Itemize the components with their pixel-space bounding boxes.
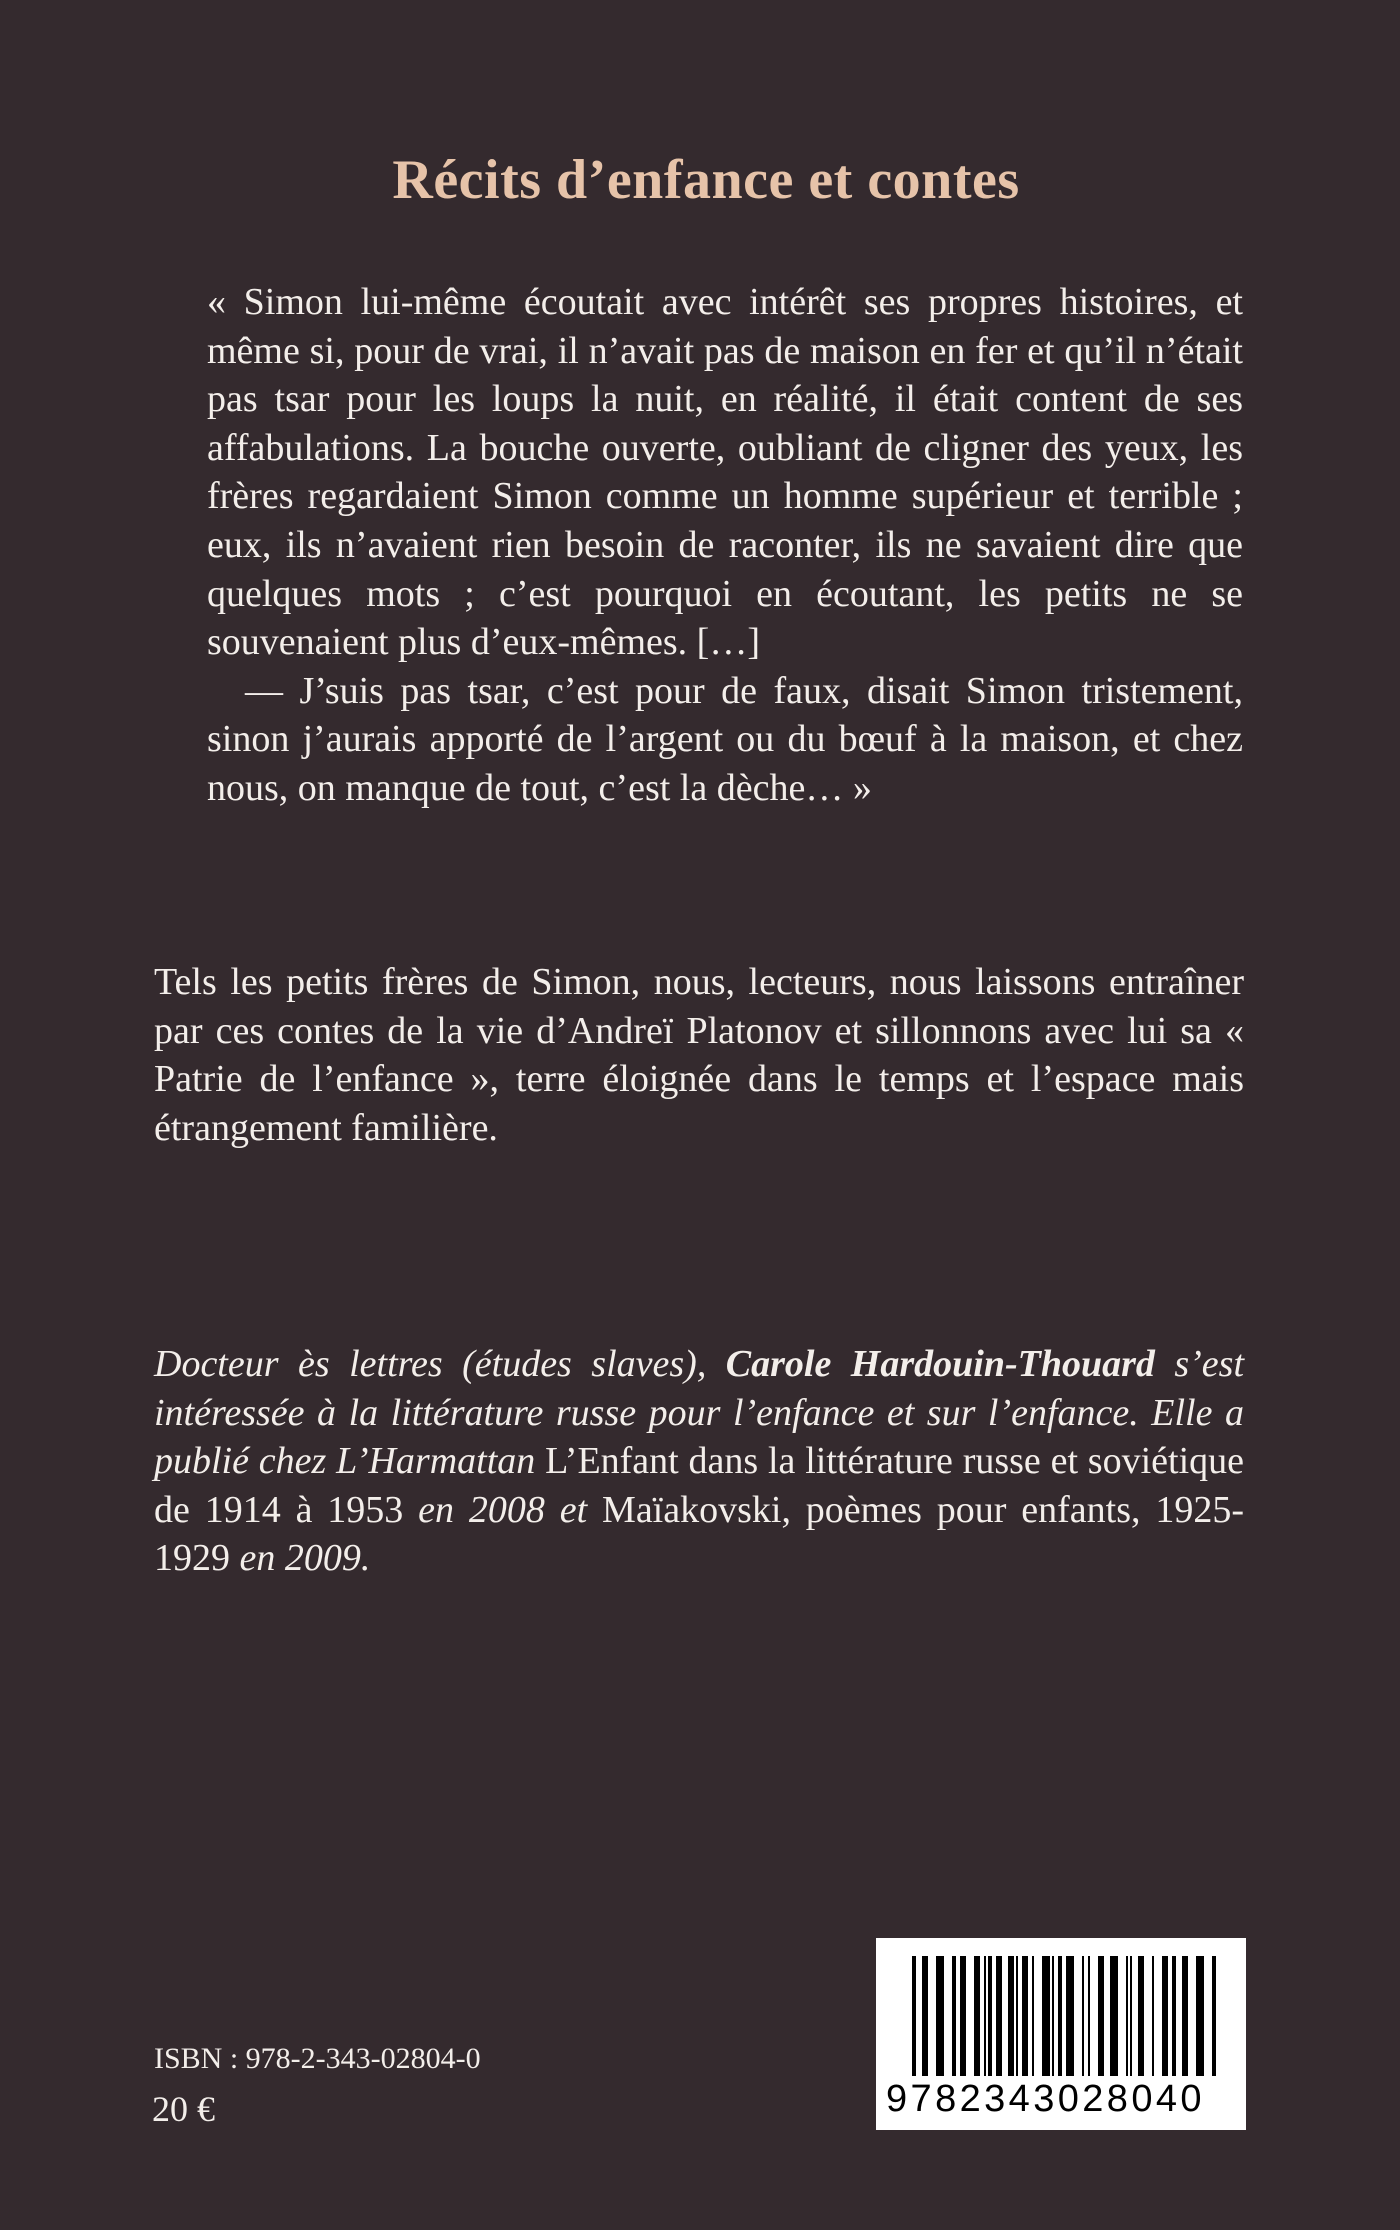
barcode-bar bbox=[1066, 1956, 1074, 2076]
barcode-bar bbox=[1042, 1956, 1050, 2076]
barcode-bar bbox=[1152, 1956, 1154, 2076]
barcode-bar bbox=[1130, 1956, 1132, 2076]
barcode bbox=[876, 1938, 1246, 2130]
bio-text: en 2009. bbox=[230, 1537, 371, 1580]
barcode-bar bbox=[1052, 1956, 1054, 2076]
barcode-bar bbox=[1172, 1956, 1176, 2076]
intro-paragraph: Tels les petits frères de Simon, nous, lecteurs, nous laissons entraîner par ces contes de la vie d’Andreï Platonov et sillonnons avec lui sa « Patrie de l’enfance », terre éloignée dans le temps et l’espace mais étrangement familière. bbox=[154, 961, 1244, 1149]
excerpt-paragraph: « Simon lui-même écoutait avec intérêt ses propres histoires, et même si, pour de vrai, il n’avait pas de maison en fer et qu’il n’était pas tsar pour les loups la nuit, en réalité, il était content de ses affabulations. La bouche ouverte, oubliant de cligner des yeux, les frères regardaient Simon comme un homme supérieur et terrible ; eux, ils n’avaient rien besoin de raconter, ils ne savaient dire que quelques mots ; c’est pourquoi en écoutant, les petits ne se souvenaient plus d’eux-mêmes. […] bbox=[207, 281, 1243, 664]
barcode-bar bbox=[1098, 1956, 1104, 2076]
bio-text: s’est intéressée à la littérature russe pour l’enfance et sur l’enfance. Elle a publié chez L’Harmattan bbox=[154, 1343, 1245, 1483]
barcode-bar bbox=[1032, 1956, 1034, 2076]
barcode-bar bbox=[1082, 1956, 1084, 2076]
barcode-digits: 9782343028040 bbox=[886, 2078, 1205, 2120]
author-name: Carole Hardouin-Thouard bbox=[725, 1343, 1155, 1385]
barcode-bar bbox=[1212, 1956, 1216, 2076]
barcode-bar bbox=[1138, 1956, 1144, 2076]
excerpt-quote bbox=[207, 278, 1243, 813]
barcode-bar bbox=[1016, 1956, 1018, 2076]
isbn-label: ISBN : 978-2-343-02804-0 bbox=[154, 2042, 481, 2075]
barcode-bar bbox=[922, 1956, 928, 2076]
bio-text: en 2008 et bbox=[403, 1488, 603, 1531]
barcode-bar bbox=[1162, 1956, 1168, 2076]
barcode-bar bbox=[974, 1956, 980, 2076]
barcode-bar bbox=[1022, 1956, 1028, 2076]
excerpt-dialogue: — J’suis pas tsar, c’est pour de faux, disait Simon tristement, sinon j’aurais apporté de l’argent ou du bœuf à la maison, et chez nous, on manque de tout, c’est la dèche… » bbox=[207, 669, 1243, 809]
barcode-bar bbox=[1110, 1956, 1118, 2076]
barcode-bar bbox=[1126, 1956, 1128, 2076]
book-title: Récits d’enfance et contes bbox=[392, 149, 1020, 211]
author-bio bbox=[154, 1340, 1244, 1583]
barcode-bar bbox=[1088, 1956, 1090, 2076]
barcode-bar bbox=[960, 1956, 966, 2076]
barcode-bar bbox=[984, 1956, 986, 2076]
barcode-bar bbox=[936, 1956, 944, 2076]
book-title-ref: L’Enfant dans la littérature russe et soviétique de 1914 à 1953 bbox=[154, 1440, 1244, 1531]
barcode-bar bbox=[1196, 1956, 1204, 2076]
barcode-bar bbox=[1008, 1956, 1014, 2076]
barcode-bar bbox=[1182, 1956, 1188, 2076]
price-label: 20 € bbox=[152, 2089, 215, 2129]
barcode-bar bbox=[988, 1956, 992, 2076]
book-title-ref: Maïakovski, poèmes pour enfants, 1925-1929 bbox=[154, 1488, 1245, 1580]
barcode-bar bbox=[1058, 1956, 1062, 2076]
barcode-bar bbox=[912, 1956, 916, 2076]
bio-text: Docteur ès lettres (études slaves), bbox=[154, 1343, 726, 1385]
barcode-bar bbox=[952, 1956, 956, 2076]
barcode-bar bbox=[996, 1956, 1002, 2076]
